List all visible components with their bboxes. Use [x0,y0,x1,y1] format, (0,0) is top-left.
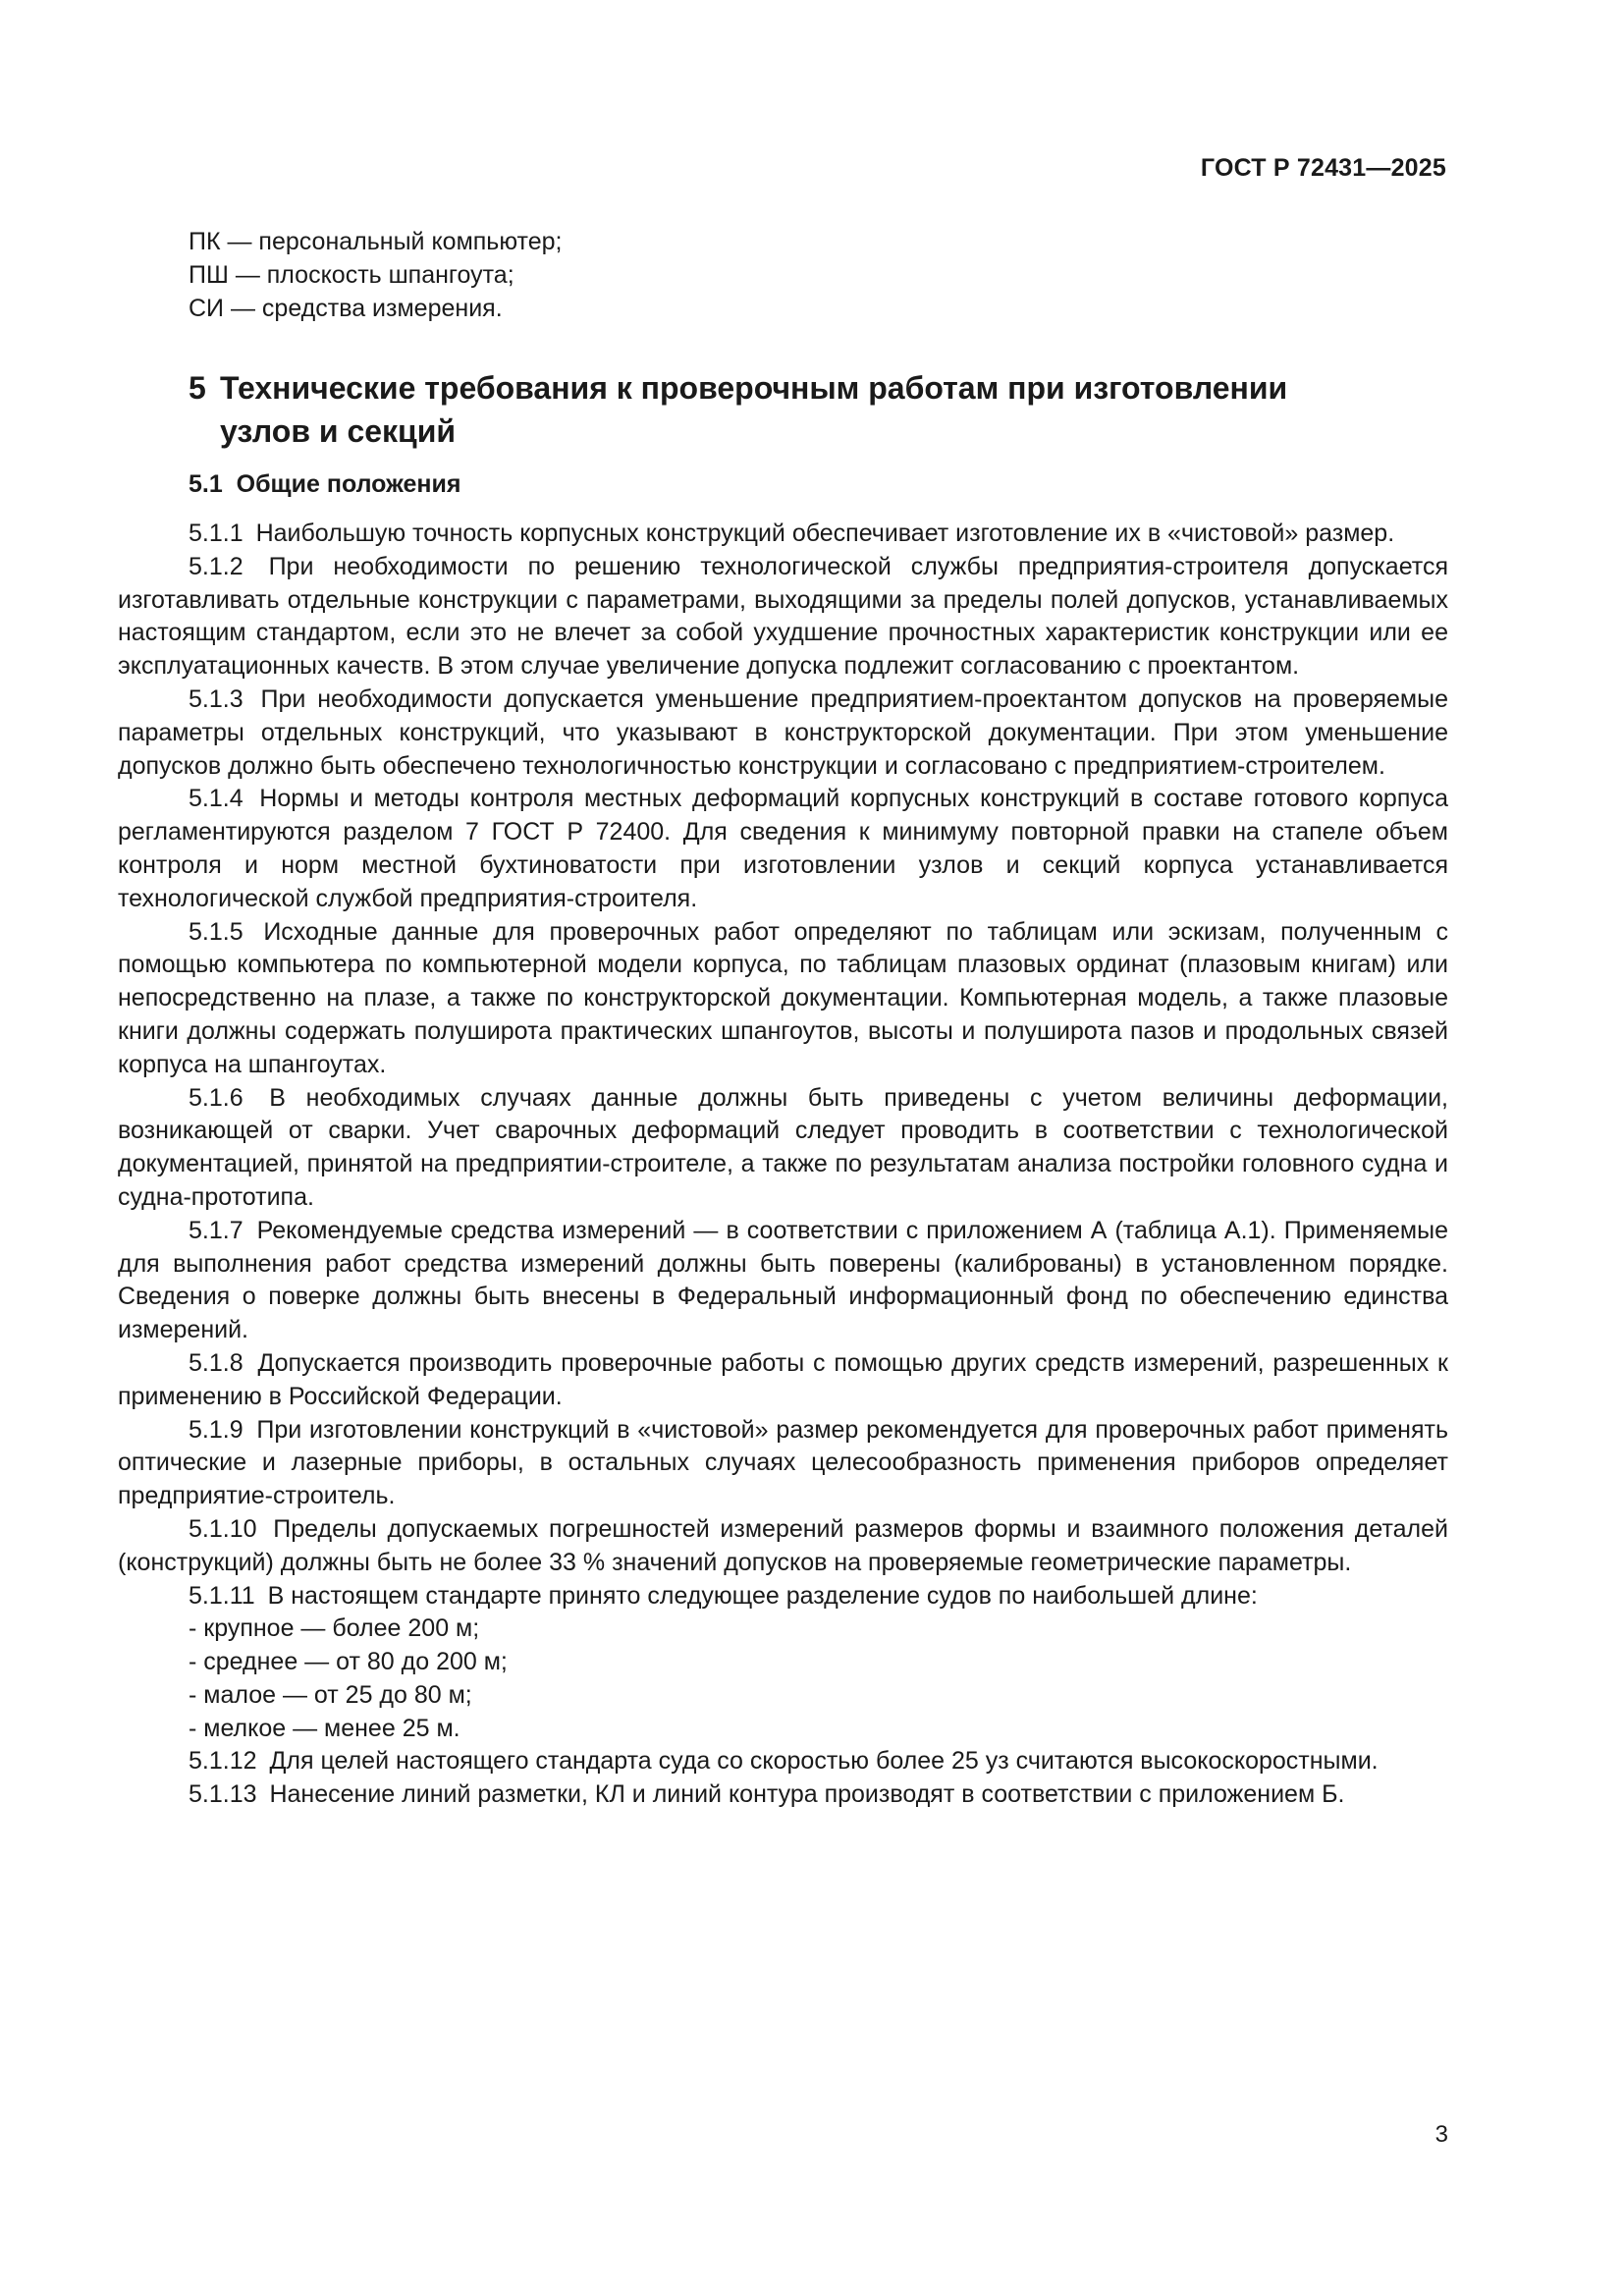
clause-text: Пределы допускаемых погрешностей измерений размеров формы и взаимного положения деталей (конструкций) должны быть не более 33 % значений допусков на проверяемые геометрические параметры. [118,1514,1448,1576]
clause-number: 5.1.9 [189,1415,243,1444]
page-number: 3 [1434,2121,1448,2148]
clause-number: 5.1.3 [189,684,243,713]
clause-text: Допускается производить проверочные работы с помощью других средств измерений, разрешенных к применению в Российской Федерации. [118,1348,1448,1410]
clause-5-1-9 [118,1414,1448,1513]
clause-text: Исходные данные для проверочных работ определяют по таблицам или эскизам, полученным с помощью компьютера по компьютерной модели корпуса, по таблицам плазовых ординат (плазовым книгам) или непосредственно на плазе, а также по конструкторской документации. Компьютерная модель, а также плазовые книги должны содержать полуширота практических шпангоутов, высоты и полуширота пазов и продольных связей корпуса на шпангоутах. [118,917,1448,1078]
clause-5-1-5 [118,916,1448,1082]
clause-text: При необходимости по решению технологической службы предприятия-строителя допускается изготавливать отдельные конструкции с параметрами, выходящими за пределы полей допусков, устанавливаемых настоящим стандартом, если это не влечет за собой ухудшение прочностных характеристик конструкции или ее эксплуатационных качеств. В этом случае увеличение допуска подлежит согласованию с проектантом. [118,552,1448,681]
clause-5-1-10 [118,1513,1448,1580]
clause-5-1-3 [118,683,1448,783]
clause-text: В необходимых случаях данные должны быть приведены с учетом величины деформации, возникающей от сварки. Учет сварочных деформаций следует проводить в соответствии с технологической документацией, принятой на предприятии-строителе, а также по результатам анализа постройки головного судна и судна-прототипа. [118,1083,1448,1211]
clause-5-1-13 [118,1778,1448,1812]
clause-text: Нанесение линий разметки, КЛ и линий контура производят в соответствии с приложением Б. [269,1780,1345,1809]
section-heading [189,366,1367,453]
clause-5-1-1 [118,518,1448,551]
clause-number: 5.1.7 [189,1216,243,1244]
section-title-line-1: Технические требования к проверочным работам при изготовлении [220,370,1288,406]
clause-number: 5.1.8 [189,1348,243,1377]
clause-text: При изготовлении конструкций в «чистовой» размер рекомендуется для проверочных работ применять оптические и лазерные приборы, в остальных случаях целесообразность применения приборов определяет предприятие-строитель. [118,1415,1449,1510]
clause-text: В настоящем стандарте принято следующее разделение судов по наибольшей длине: [267,1581,1258,1610]
document-id-header: ГОСТ Р 72431—2025 [1200,154,1446,182]
clause-text: Рекомендуемые средства измерений — в соответствии с приложением А (таблица А.1). Применяемые для выполнения работ средства измерений должны быть поверены (калиброваны) в установленном порядке. Сведения о поверке должны быть внесены в Федеральный информационный фонд по обеспечению единства измерений. [118,1216,1448,1344]
clause-number: 5.1.1 [189,519,243,547]
clause-number: 5.1.2 [189,552,243,580]
clause-number: 5.1.6 [189,1083,243,1112]
clause-number: 5.1.11 [189,1581,255,1610]
subsection-title: Общие положения [236,470,461,498]
clause-number: 5.1.12 [189,1747,257,1776]
abbreviation-item: ПШ — плоскость шпангоута; [189,261,514,289]
clause-text: Наибольшую точность корпусных конструкций обеспечивает изготовление их в «чистовой» размер. [255,519,1395,547]
clause-text: При необходимости допускается уменьшение предприятием-проектантом допусков на проверяемые параметры отдельных конструкций, что указывают в конструкторской документации. При этом уменьшение допусков должно быть обеспечено технологичностью конструкции и согласовано с предприятием-строителем. [118,684,1448,780]
list-item: - среднее — от 80 до 200 м; [189,1648,508,1676]
clause-5-1-2 [118,551,1448,683]
list-item: - крупное — более 200 м; [189,1614,480,1643]
abbreviation-list [189,225,1450,325]
clause-5-1-8 [118,1347,1448,1414]
body-text [118,518,1448,1812]
clause-text: Нормы и методы контроля местных деформаций корпусных конструкций в составе готового корпуса регламентируются разделом 7 ГОСТ Р 72400. Для сведения к минимуму повторной правки на стапеле объем контроля и норм местной бухтиноватости при изготовлении узлов и секций корпуса устанавливается технологической службой предприятия-строителя. [118,785,1448,912]
list-item: - мелкое — менее 25 м. [189,1714,460,1742]
abbreviation-item: ПК — персональный компьютер; [189,228,563,255]
clause-number: 5.1.10 [189,1514,257,1543]
clause-5-1-4 [118,783,1448,915]
clause-text: Для целей настоящего стандарта суда со скоростью более 25 уз считаются высокоскоростными. [269,1747,1379,1776]
clause-5-1-11 [118,1580,1448,1613]
clause-number: 5.1.13 [189,1780,257,1809]
section-number: 5 [189,370,206,406]
subsection-heading [189,467,460,501]
clause-5-1-6 [118,1082,1448,1215]
clause-5-1-7 [118,1215,1448,1347]
clause-5-1-12 [118,1745,1448,1778]
list-item: - малое — от 25 до 80 м; [189,1680,472,1709]
subsection-number: 5.1 [189,470,223,498]
clause-number: 5.1.5 [189,917,243,946]
section-title-line-2: узлов и секций [220,413,457,449]
vessel-size-list [118,1613,1448,1745]
abbreviation-item: СИ — средства измерения. [189,295,503,322]
clause-number: 5.1.4 [189,785,243,813]
